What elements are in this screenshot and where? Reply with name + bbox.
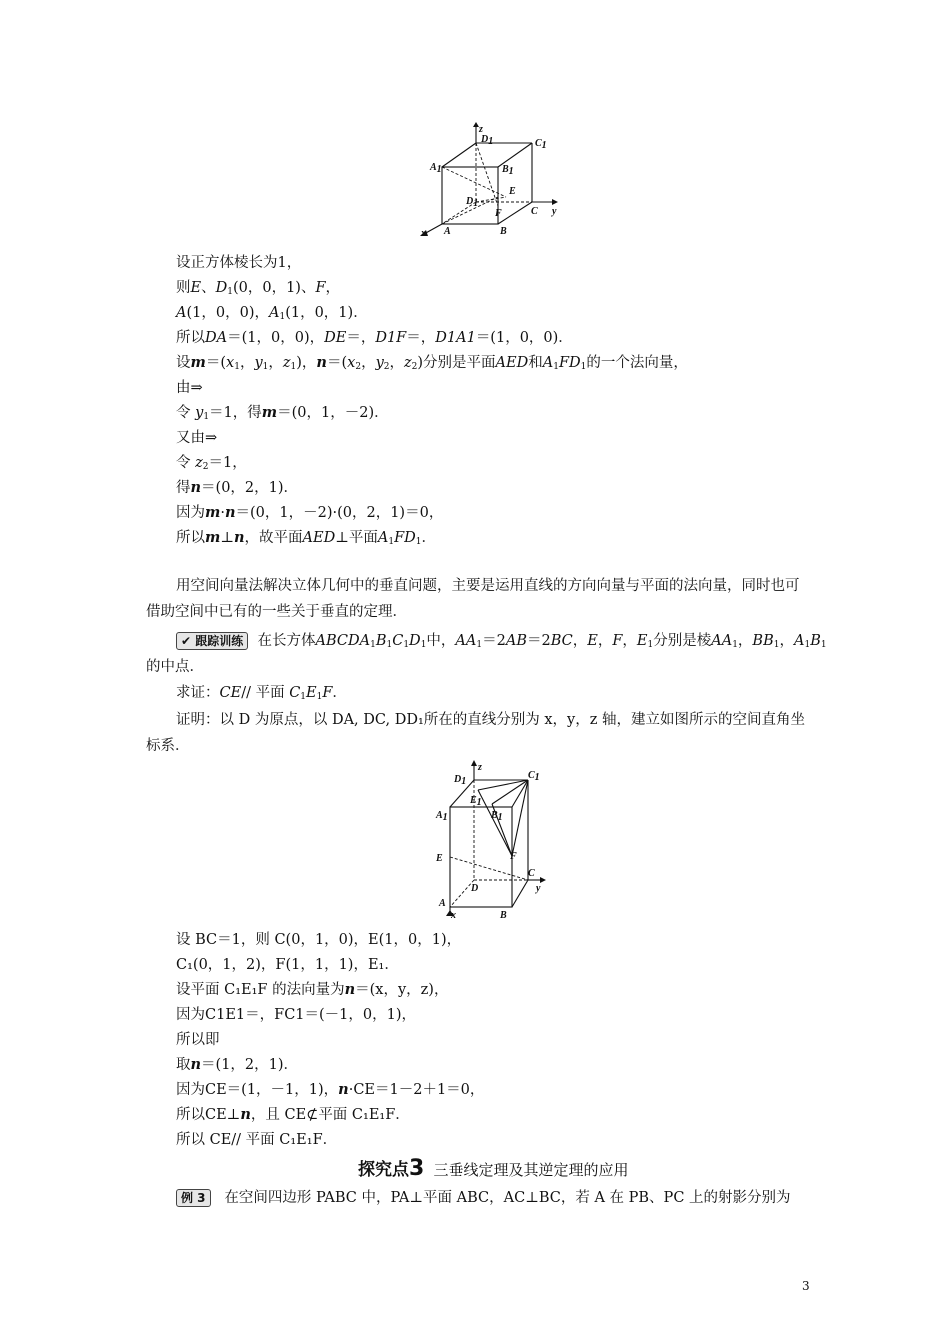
practice-proof-intro: 证明：以 D 为原点，以 DA, DC, DD₁所在的直线分别为 x，y，z 轴，建立如图所示的空间直角坐标系． bbox=[146, 712, 805, 754]
setup-line-5: 设$m=(x_1$，$y_1$，$z_1$)，$n=(x_2$，$y_2$，$z_2$)分别是平面AED和$A_1FD_1$的一个法向量， bbox=[176, 354, 688, 372]
label-c: C bbox=[531, 206, 538, 217]
setup-line-9: 令 $z_2=1$， bbox=[176, 455, 247, 472]
label-y: y bbox=[536, 883, 541, 894]
setup-line-12: 所以m⊥n，故平面AED⊥平面$A_1FD_1$． bbox=[176, 529, 436, 547]
label-d: D bbox=[471, 883, 479, 894]
label-c: C bbox=[528, 868, 535, 879]
practice-line-2: 的中点． bbox=[146, 659, 204, 675]
summary-paragraph: 用空间向量法解决立体几何中的垂直问题，主要是运用直线的方向向量与平面的法向量，同时也可借助空间中已有的一些关于垂直的定理． bbox=[146, 578, 800, 620]
section-label: 探究点 bbox=[358, 1160, 409, 1180]
label-b1: B1 bbox=[502, 164, 514, 177]
label-b: B bbox=[500, 910, 507, 920]
section-number: 3 bbox=[409, 1156, 425, 1181]
cuboid-figure bbox=[430, 760, 560, 920]
label-x: x bbox=[451, 910, 456, 920]
label-c1: C1 bbox=[535, 138, 547, 151]
label-e1: E1 bbox=[470, 795, 482, 808]
label-z: z bbox=[478, 762, 482, 773]
practice-line-1: ✔ 跟踪训练 在长方体$ABCDA_1B_1C_1D_1$中，$AA_1=2AB=2BC$，E，F，$E_1$分别是棱$AA_1$，$BB_1$，$A_1B_1$ bbox=[176, 631, 827, 655]
label-b: B bbox=[500, 226, 507, 237]
section-title: 三垂线定理及其逆定理的应用 bbox=[433, 1161, 629, 1179]
label-c1: C1 bbox=[528, 770, 540, 783]
label-y: y bbox=[552, 206, 557, 217]
proof-line-5: 所以即 bbox=[176, 1032, 220, 1048]
label-z: z bbox=[479, 124, 483, 135]
label-f: F bbox=[510, 851, 517, 862]
label-d1: D1 bbox=[454, 774, 467, 787]
setup-line-8: 又由⇒ bbox=[176, 430, 218, 446]
label-d1: D1 bbox=[481, 134, 494, 147]
proof-line-9: 所以 CE// 平面 C₁E₁F． bbox=[176, 1132, 338, 1148]
proof-line-6: 取n＝(1，2，1)． bbox=[176, 1056, 299, 1073]
proof-line-7: 因为CE＝(1，－1，1)，n·CE＝1－2＋1＝0， bbox=[176, 1081, 485, 1098]
setup-line-6: 由⇒ bbox=[176, 380, 203, 396]
label-b1: B1 bbox=[491, 810, 503, 823]
label-f: F bbox=[495, 208, 502, 219]
cube-figure bbox=[418, 122, 568, 240]
setup-line-1: 设正方体棱长为1， bbox=[176, 255, 302, 271]
practice-tag: ✔ 跟踪训练 bbox=[176, 632, 248, 650]
label-a: A bbox=[439, 898, 446, 909]
label-d: D1 bbox=[466, 196, 479, 209]
setup-line-10: 得n＝(0，2，1)． bbox=[176, 479, 299, 496]
setup-line-7: 令 $y_1=1$，得m＝(0，1，－2)． bbox=[176, 404, 389, 422]
proof-line-4: 因为C1E1＝，FC1＝(－1，0，1)， bbox=[176, 1007, 416, 1023]
setup-line-2: 则E、$D_1(0$，0，1)、F， bbox=[176, 280, 341, 297]
label-a: A bbox=[444, 226, 451, 237]
setup-line-4: 所以DA＝(1，0，0)，DE＝，D1F＝，D1A1＝(1，0，0)． bbox=[176, 330, 573, 346]
proof-line-1: 设 BC＝1，则 C(0，1，0)，E(1，0，1)， bbox=[176, 932, 462, 948]
label-e: E bbox=[509, 186, 516, 197]
practice-line-3: 求证：CE// 平面 $C_1E_1F$． bbox=[176, 685, 347, 702]
label-x: x bbox=[421, 228, 426, 239]
proof-line-2: C₁(0，1，2)，F(1，1，1)，E₁． bbox=[176, 957, 399, 973]
label-a1: A1 bbox=[430, 162, 442, 175]
label-e: E bbox=[436, 853, 443, 864]
page-number: 3 bbox=[802, 1279, 810, 1293]
check-icon: ✔ bbox=[181, 634, 192, 648]
setup-line-11: 因为m·n＝(0，1，－2)·(0，2，1)＝0， bbox=[176, 504, 444, 521]
setup-line-3: A(1，0，0)，$A_1(1$，0，1)． bbox=[176, 305, 368, 322]
label-a1: A1 bbox=[436, 810, 448, 823]
section-heading bbox=[358, 1155, 629, 1185]
example-tag: 例 3 bbox=[176, 1189, 211, 1207]
proof-line-3: 设平面 C₁E₁F 的法向量为n＝(x，y，z)， bbox=[176, 981, 449, 998]
proof-line-8: 所以CE⊥n，且 CE⊄平面 C₁E₁F． bbox=[176, 1106, 410, 1123]
example-3-line: 例 3 在空间四边形 PABC 中，PA⊥平面 ABC，AC⊥BC，若 A 在 PB、PC 上的射影分别为 bbox=[176, 1188, 791, 1208]
